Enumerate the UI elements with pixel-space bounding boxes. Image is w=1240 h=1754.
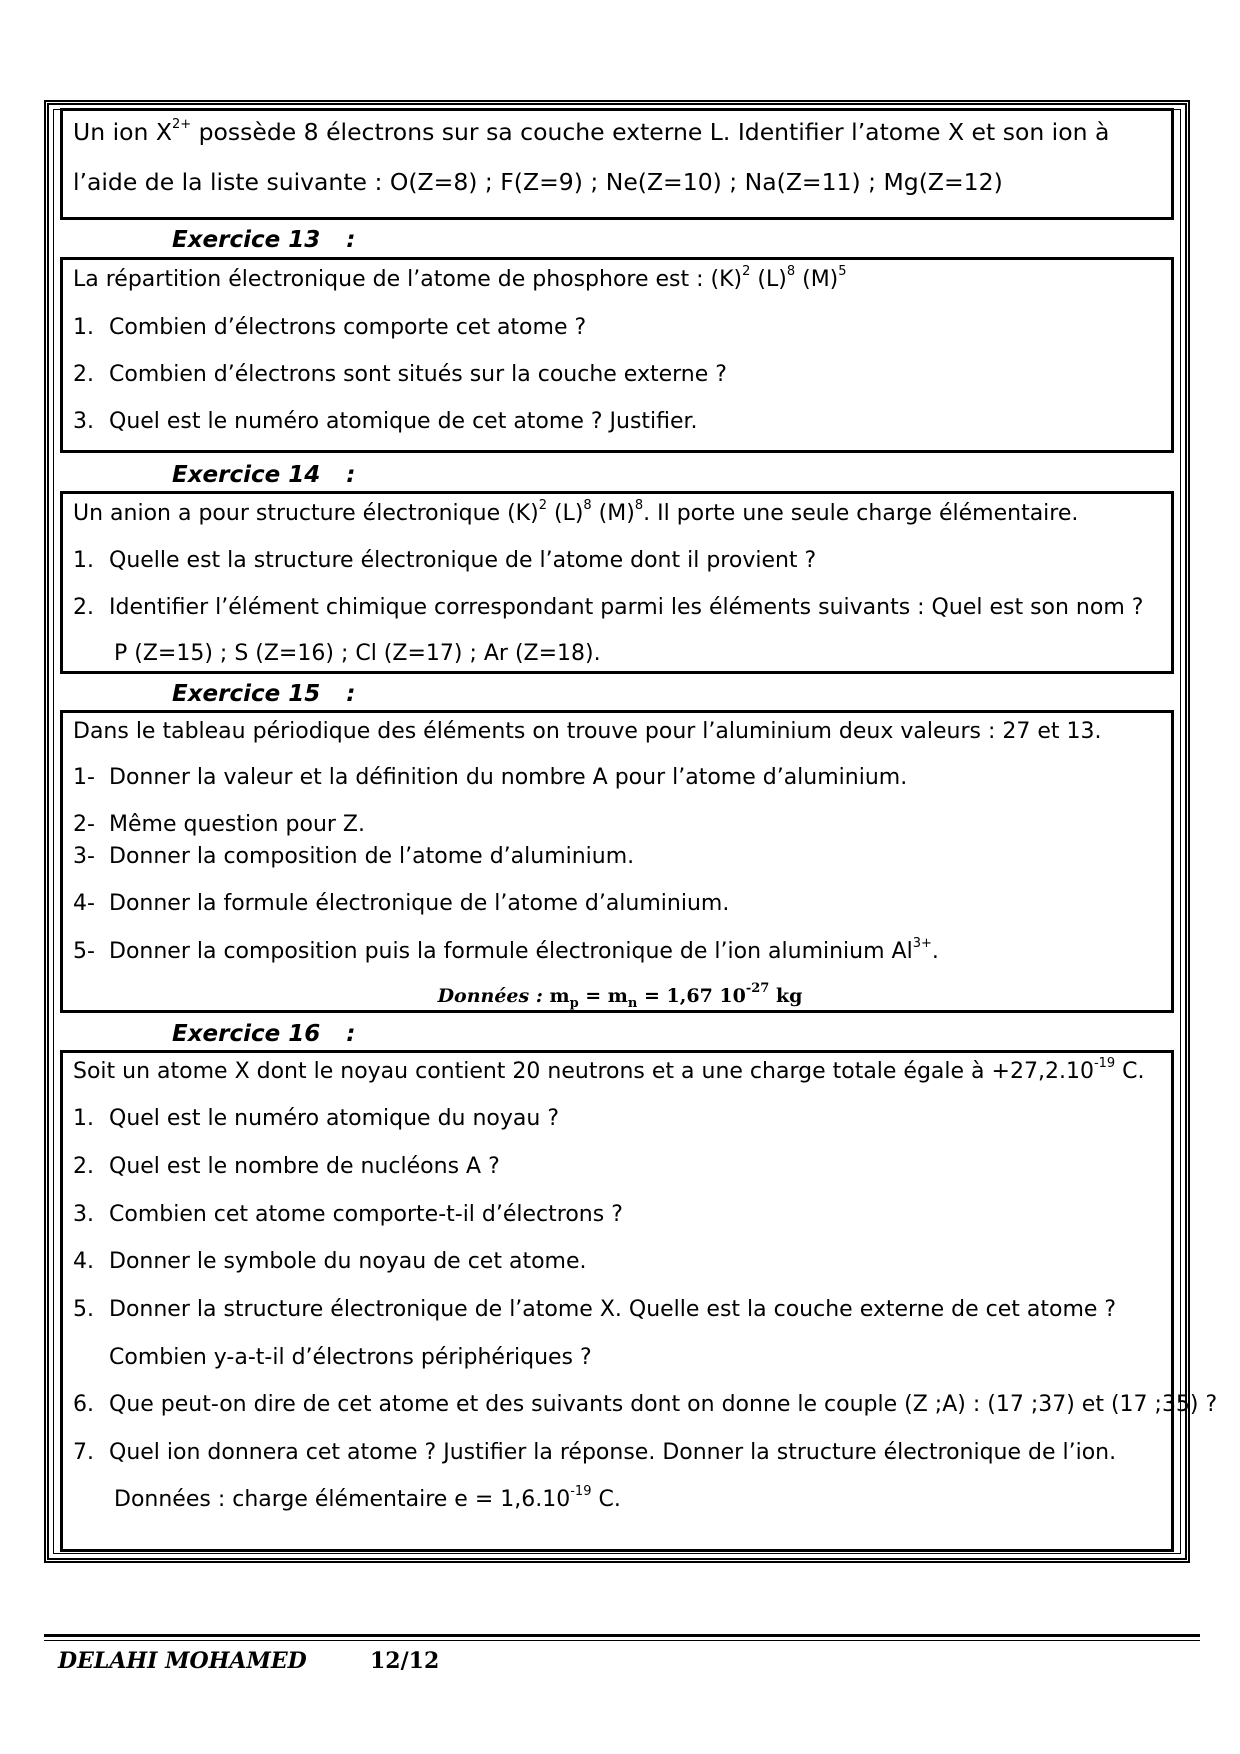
exercise-14-question-2: 2. Identifier l’élément chimique correspondant parmi les éléments suivants : Quel est son nom ? xyxy=(73,595,1144,620)
exercise-15-question-2: 2- Même question pour Z. xyxy=(73,812,365,837)
footer-rule xyxy=(44,1634,1200,1637)
exercise-16-statement: Soit un atome X dont le noyau contient 20 neutrons et a une charge totale égale à $+27,2.10^{-19}$ C. xyxy=(73,1055,1145,1084)
exercise-16-question-6: 6. Que peut-on dire de cet atome et des suivants dont on donne le couple (Z ;A) : (17 ;37) et (17 ;35) ? xyxy=(73,1392,1218,1417)
exercise-14-element-list: P (Z=15) ; S (Z=16) ; Cl (Z=17) ; Ar (Z=18). xyxy=(114,641,601,666)
intro-line-2: l’aide de la liste suivante : O(Z=8) ; F(Z=9) ; Ne(Z=10) ; Na(Z=11) ; Mg(Z=12) xyxy=(73,168,1003,196)
exercise-16-question-2: 2. Quel est le nombre de nucléons A ? xyxy=(73,1154,500,1179)
footer-author: DELAHI MOHAMED xyxy=(58,1648,307,1674)
exercise-16-question-5: 5. Donner la structure électronique de l’atome X. Quelle est la couche externe de cet atome ? xyxy=(73,1297,1117,1322)
exercise-13-title: Exercice 13 : xyxy=(172,227,356,253)
intro-line-1: Un ion $X^{2+}$ possède 8 électrons sur sa couche externe L. Identifier l’atome X et son ion à xyxy=(73,117,1110,146)
exercise-16-question-5-continued: Combien y-a-t-il d’électrons périphériques ? xyxy=(109,1345,592,1370)
exercise-15-title: Exercice 15 : xyxy=(172,681,356,707)
exercise-13-statement: La répartition électronique de l’atome de phosphore est : $(K)^2$ $(L)^8$ $(M)^5$ xyxy=(73,263,847,292)
exercise-13-question-1: 1. Combien d’électrons comporte cet atome ? xyxy=(73,315,587,340)
exercise-13-question-2: 2. Combien d’électrons sont situés sur la couche externe ? xyxy=(73,362,727,387)
exercise-15-statement: Dans le tableau périodique des éléments on trouve pour l’aluminium deux valeurs : 27 et 13. xyxy=(73,719,1102,744)
exercise-16-title: Exercice 16 : xyxy=(172,1021,356,1047)
exercise-16-data: Données : charge élémentaire $e = 1,6.10^{-19}$ C. xyxy=(114,1483,621,1512)
exercise-15-question-4: 4- Donner la formule électronique de l’atome d’aluminium. xyxy=(73,891,730,916)
exercise-14-title: Exercice 14 : xyxy=(172,462,356,488)
exercise-14-statement: Un anion a pour structure électronique $(K)^2$ $(L)^8$ $(M)^8$. Il porte une seule charge élémentaire. xyxy=(73,497,1079,526)
exercise-15-question-1: 1- Donner la valeur et la définition du nombre A pour l’atome d’aluminium. xyxy=(73,765,908,790)
exercise-15-data: Données : $m_p = m_n = 1,67$ $10^{-27}$ kg xyxy=(437,980,803,1011)
exercise-13-question-3: 3. Quel est le numéro atomique de cet atome ? Justifier. xyxy=(73,409,698,434)
exercise-16-question-3: 3. Combien cet atome comporte-t-il d’électrons ? xyxy=(73,1202,623,1227)
exercise-15-question-3: 3- Donner la composition de l’atome d’aluminium. xyxy=(73,844,635,869)
exercise-16-question-1: 1. Quel est le numéro atomique du noyau ? xyxy=(73,1106,559,1131)
exercise-15-question-5: 5- Donner la composition puis la formule électronique de l’ion aluminium $Al^{3+}$. xyxy=(73,935,939,964)
exercise-16-question-4: 4. Donner le symbole du noyau de cet atome. xyxy=(73,1249,587,1274)
exercise-14-question-1: 1. Quelle est la structure électronique de l’atome dont il provient ? xyxy=(73,548,817,573)
footer-rule-thin xyxy=(44,1640,1200,1641)
footer-page-number: 12/12 xyxy=(370,1648,440,1674)
exercise-16-question-7: 7. Quel ion donnera cet atome ? Justifier la réponse. Donner la structure électronique de l’ion. xyxy=(73,1440,1117,1465)
